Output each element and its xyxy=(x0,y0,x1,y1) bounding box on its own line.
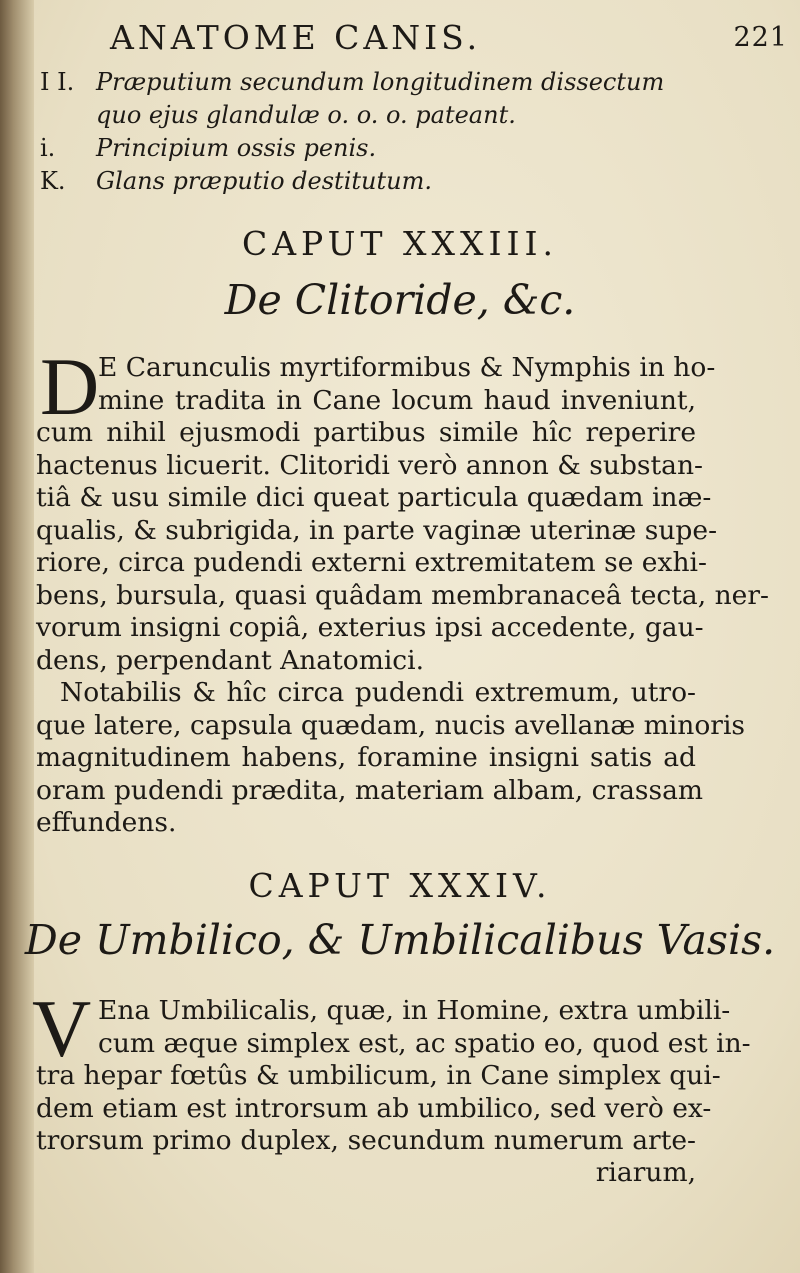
chapter-subtitle: De Clitoride, &c. xyxy=(224,276,576,324)
legend-key: i. xyxy=(40,134,56,162)
text-line: riore, circa pudendi externi extremitatem se exhi- xyxy=(36,547,707,578)
chapter-heading: CAPUT XXXIV. xyxy=(248,866,552,905)
catchword: riarum, xyxy=(595,1157,696,1188)
legend-key: I I. xyxy=(40,68,75,96)
text-line: tiâ & usu simile dici queat particula quædam inæ- xyxy=(36,482,712,513)
text-line: Ena Umbilicalis, quæ, in Homine, extra umbili- xyxy=(98,995,731,1026)
text-line: bens, bursula, quasi quâdam membranaceâ tecta, ner- xyxy=(36,579,769,611)
figure-legend xyxy=(40,66,664,198)
legend-text: quo ejus glandulæ o. o. o. pateant. xyxy=(96,101,516,129)
page-gutter xyxy=(0,0,34,1273)
text-line: dem etiam est introrsum ab umbilico, sed verò ex- xyxy=(36,1092,712,1124)
text-line: hactenus licuerit. Clitoridi verò annon & substan- xyxy=(36,449,704,481)
text-line: trorsum primo duplex, secundum numerum arte- xyxy=(36,1125,696,1156)
chapter-subtitle: De Umbilico, & Umbilicalibus Vasis. xyxy=(24,916,776,964)
text-line: mine tradita in Cane locum haud inveniunt, xyxy=(98,384,696,416)
text-line: vorum insigni copiâ, exterius ipsi accedente, gau- xyxy=(36,612,704,643)
text-line: cum æque simplex est, ac spatio eo, quod est in- xyxy=(98,1027,751,1059)
legend-row xyxy=(40,165,664,198)
text-line: Notabilis & hîc circa pudendi extremum, utro- xyxy=(60,677,696,708)
drop-cap: V xyxy=(32,983,92,1074)
legend-row xyxy=(40,99,664,132)
catchword-block xyxy=(36,1157,696,1190)
chapter1-paragraph1 xyxy=(36,352,769,677)
text-line: tra hepar fœtûs & umbilicum, in Cane simplex qui- xyxy=(36,1060,721,1091)
text-line: dens, perpendant Anatomici. xyxy=(36,644,425,676)
page-number: 221 xyxy=(733,22,788,53)
chapter1-paragraph2 xyxy=(36,677,746,840)
text-line: cum nihil ejusmodi partibus simile hîc reperire xyxy=(36,417,696,448)
text-line: effundens. xyxy=(36,807,177,838)
legend-text: Præputium secundum longitudinem dissectum xyxy=(96,68,665,96)
legend-text: Glans præputio destitutum. xyxy=(96,167,432,195)
legend-text: Principium ossis penis. xyxy=(96,134,377,162)
chapter2-paragraph1 xyxy=(36,995,751,1158)
text-line: que latere, capsula quædam, nucis avellanæ minoris xyxy=(36,709,746,741)
chapter-heading: CAPUT XXXIII. xyxy=(241,224,559,263)
text-line: oram pudendi prædita, materiam albam, crassam xyxy=(36,774,704,806)
legend-key: K. xyxy=(40,167,66,195)
legend-row xyxy=(40,132,664,165)
text-line: E Carunculis myrtiformibus & Nymphis in ho- xyxy=(98,352,716,383)
legend-row xyxy=(40,66,664,99)
drop-cap: D xyxy=(40,341,100,432)
running-head xyxy=(110,18,790,57)
text-line: qualis, & subrigida, in parte vaginæ uterinæ supe- xyxy=(36,514,718,546)
running-head-title: ANATOME CANIS. xyxy=(110,18,482,57)
text-line: magnitudinem habens, foramine insigni satis ad xyxy=(36,742,696,773)
